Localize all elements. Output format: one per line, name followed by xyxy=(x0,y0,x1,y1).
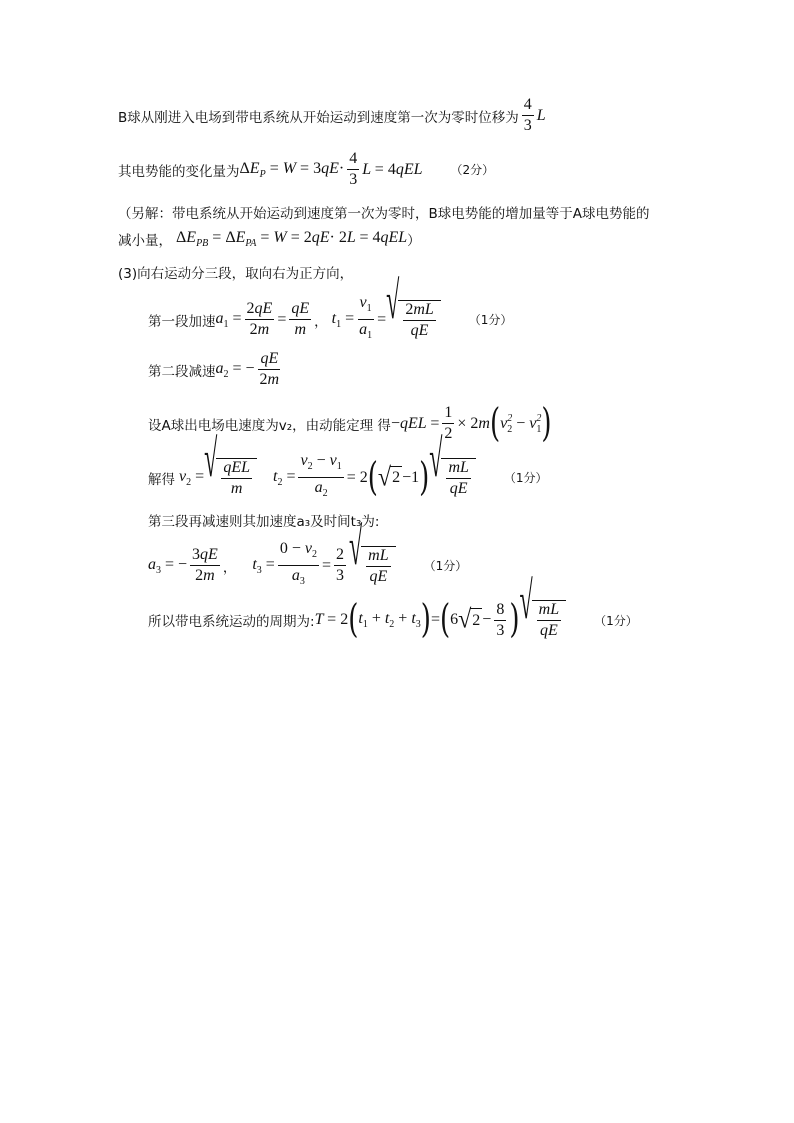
line-part3 xyxy=(118,262,353,282)
score-label: （1分） xyxy=(423,559,468,573)
text-decrease: 减小量， xyxy=(118,233,172,249)
line-energy-theorem: 设A球出电场电速度为v₂，由动能定理 得 −qEL = $\frac{1}{2}$ × 2m ( $v^2_2 - v^2_1$ ) xyxy=(148,401,552,446)
line-third-stage xyxy=(148,510,379,530)
line-displacement: B球从刚进入电场到带电系统从开始运动到速度第一次为零时位移为 $\frac{4}{3}$ L xyxy=(118,96,546,134)
text-potential-energy: 其电势能的变化量为 xyxy=(118,163,240,180)
line-solve: 解得 $v_2$ = √ $\frac{\text{qEL}}{m}$ $t_2$ = $\frac{v_2 - v_1}{a_2}$ = 2 ( √ 2 −1 ) √ $\frac{mL}{qE}$ （1分） xyxy=(148,431,548,500)
text-period: 所以带电系统运动的周期为: xyxy=(148,614,315,630)
text-displacement: B球从刚进入电场到带电系统从开始运动到速度第一次为零时位移为 xyxy=(118,109,519,126)
line-third-formulas: $a_3$ = − $\frac{3qE}{2m}$ ， $t_3$ = $\frac{0 - v_2}{a_3}$ = $\frac{2}{3}$ √ $\frac{mL}{qE}$ （1分） xyxy=(148,519,468,587)
text-energy-theorem: 设A球出电场电速度为v₂，由动能定理 得 xyxy=(148,417,391,434)
line-second-stage: 第二段减速 $a_2$ = − $\frac{qE}{2m}$ xyxy=(148,350,280,388)
score-label: （1分） xyxy=(594,613,638,628)
score-label: （2分） xyxy=(450,163,495,177)
text-first-stage: 第一段加速 xyxy=(148,313,216,330)
line-potential-energy: 其电势能的变化量为 $\Delta E_P = W = 3qE\cdot$ $\frac{4}{3}$ L = 4qEL （2分） xyxy=(118,150,495,188)
text-solve: 解得 xyxy=(148,471,175,488)
formula-delta-ep: $\Delta E_P = W = 3qE\cdot$ xyxy=(239,159,345,180)
line-decrease: 减小量， $\Delta E_{PB} = \Delta E_{PA} = W = 2qE\cdot 2L = 4qEL$ ） xyxy=(118,229,421,249)
line-alternate-solution xyxy=(118,202,650,222)
formula-delta-epb: $\Delta E_{PB} = \Delta E_{PA} = W = 2qE\cdot 2L = 4qEL$ xyxy=(176,229,408,249)
text-part3: (3)向右运动分三段，取向右为正方向， xyxy=(118,266,354,282)
fraction-4-3b: $\frac{4}{3}$ xyxy=(349,150,358,188)
text-alternate: （另解：带电系统从开始运动到速度第一次为零时，B球电势能的增加量等于A球电势能的 xyxy=(118,206,650,222)
line-first-stage: 第一段加速 $a_1$ = $\frac{2qE}{2m}$ = $\frac{qE}{m}$ ， $t_1$ = $\frac{v_1}{a_1}$ = √ $\frac{2mL}{qE}$ （1分） xyxy=(148,273,513,341)
text-second-stage: 第二段减速 xyxy=(148,363,216,380)
line-period: 所以带电系统运动的周期为: T = 2 ( $t_1 + t_2 + t_3$ ) = ( 6 √ 2 − $\frac{8}{3}$ ) √ $\frac{mL}{qE}$ （1分） xyxy=(148,573,638,643)
fraction-4-3: $\frac{4}{3}$ xyxy=(523,96,532,134)
text-third-stage: 第三段再减速则其加速度a₃及时间t₃为: xyxy=(148,514,380,530)
score-label: （1分） xyxy=(468,313,513,327)
score-label: （1分） xyxy=(503,471,548,485)
